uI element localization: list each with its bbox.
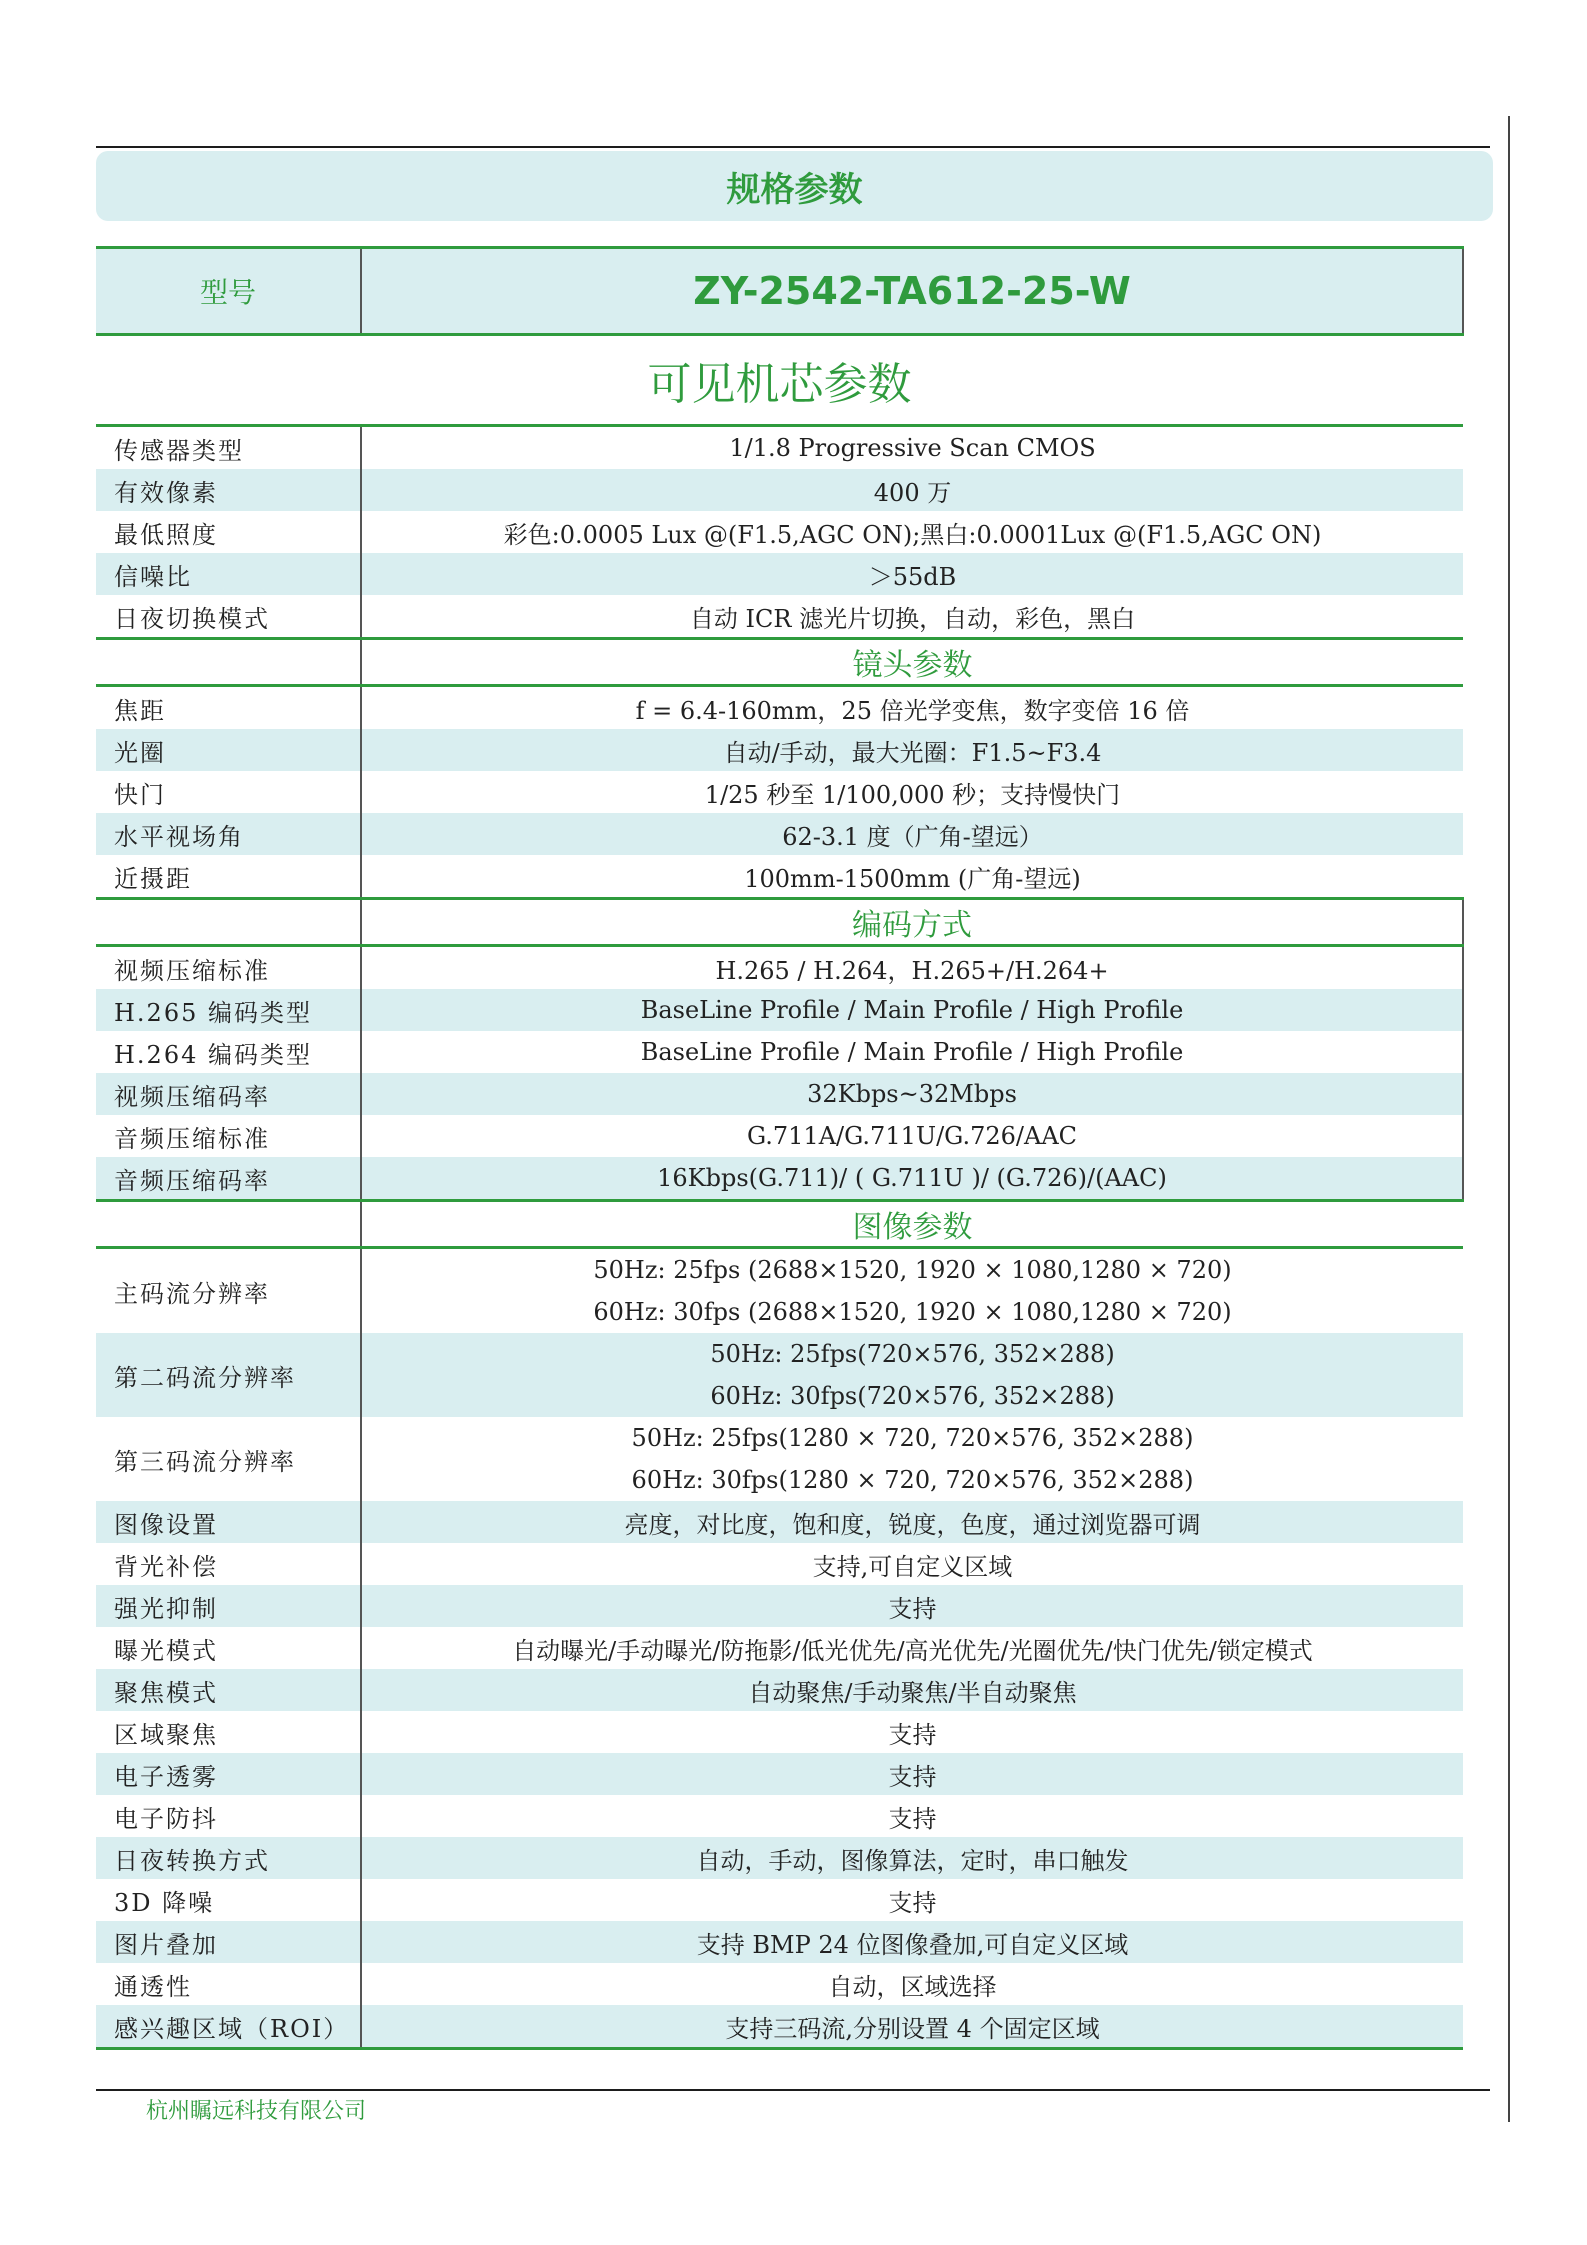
spec-row bbox=[96, 1795, 1463, 1837]
model-label: 型号 bbox=[96, 248, 361, 335]
title-banner bbox=[96, 151, 1493, 221]
section-header-row bbox=[96, 639, 1463, 686]
spec-value-line1: 50Hz: 25fps(720×576, 352×288) bbox=[710, 1340, 1115, 1368]
spec-label: 主码流分辨率 bbox=[96, 1248, 361, 1334]
spec-label: 视频压缩码率 bbox=[96, 1073, 361, 1115]
section-title: 可见机芯参数 bbox=[96, 335, 1463, 426]
spec-label: 图像设置 bbox=[96, 1501, 361, 1543]
spec-row bbox=[96, 426, 1463, 470]
spec-label: 图片叠加 bbox=[96, 1921, 361, 1963]
spec-row bbox=[96, 729, 1463, 771]
spec-value: G.711A/G.711U/G.726/AAC bbox=[361, 1115, 1463, 1157]
spec-label: 第二码流分辨率 bbox=[96, 1333, 361, 1417]
spec-row bbox=[96, 813, 1463, 855]
spec-value: 支持,可自定义区域 bbox=[812, 1552, 1013, 1581]
spec-label: 音频压缩标准 bbox=[96, 1115, 361, 1157]
spec-value: 100mm-1500mm (广角-望远) bbox=[744, 864, 1081, 893]
spec-row bbox=[96, 1333, 1463, 1417]
spec-value: 彩色:0.0005 Lux @(F1.5,AGC ON);黑白:0.0001Lux @(F1.5,AGC ON) bbox=[503, 520, 1322, 549]
spec-row bbox=[96, 771, 1463, 813]
spec-value bbox=[361, 1417, 1463, 1501]
section-blank-cell bbox=[96, 639, 361, 686]
section-header-row bbox=[96, 1201, 1463, 1248]
spec-value-line1: 50Hz: 25fps(1280 × 720, 720×576, 352×288) bbox=[631, 1424, 1194, 1452]
spec-value: 400 万 bbox=[361, 469, 1463, 511]
spec-value-line1: 50Hz: 25fps (2688×1520, 1920 × 1080,1280 × 720) bbox=[593, 1256, 1232, 1284]
spec-value: 支持 bbox=[888, 1888, 937, 1917]
spec-label: 感兴趣区域（ROI） bbox=[96, 2005, 361, 2049]
spec-label: 水平视场角 bbox=[96, 813, 361, 855]
spec-value: 62-3.1 度（广角-望远） bbox=[361, 813, 1463, 855]
spec-row bbox=[96, 1879, 1463, 1921]
spec-row bbox=[96, 1585, 1463, 1627]
spec-value: f = 6.4-160mm，25 倍光学变焦，数字变倍 16 倍 bbox=[635, 696, 1190, 725]
footer-company: 杭州瞩远科技有限公司 bbox=[146, 2099, 367, 2124]
spec-row bbox=[96, 511, 1463, 553]
spec-row bbox=[96, 686, 1463, 730]
spec-value: 自动，区域选择 bbox=[828, 1972, 997, 2001]
spec-label: 焦距 bbox=[96, 686, 361, 730]
model-value: ZY-2542-TA612-25-W bbox=[361, 248, 1463, 335]
spec-value: 1/25 秒至 1/100,000 秒；支持慢快门 bbox=[704, 780, 1121, 809]
spec-value: 自动 ICR 滤光片切换，自动，彩色，黑白 bbox=[689, 604, 1136, 633]
spec-table bbox=[96, 246, 1464, 2050]
spec-row bbox=[96, 1837, 1463, 1879]
spec-value: 支持三码流,分别设置 4 个固定区域 bbox=[361, 2005, 1463, 2049]
section-header-row bbox=[96, 899, 1463, 946]
spec-value: H.265 / H.264，H.265+/H.264+ bbox=[361, 946, 1463, 990]
spec-row bbox=[96, 2005, 1463, 2049]
spec-row bbox=[96, 1073, 1463, 1115]
spec-label: 背光补偿 bbox=[96, 1543, 361, 1585]
spec-label: H.265 编码类型 bbox=[96, 989, 361, 1031]
spec-label: 区域聚焦 bbox=[96, 1711, 361, 1753]
spec-row bbox=[96, 1627, 1463, 1669]
spec-row bbox=[96, 855, 1463, 899]
spec-label: 日夜转换方式 bbox=[96, 1837, 361, 1879]
spec-label: 强光抑制 bbox=[96, 1585, 361, 1627]
spec-label: 视频压缩标准 bbox=[96, 946, 361, 990]
spec-value: 1/1.8 Progressive Scan CMOS bbox=[729, 434, 1096, 462]
spec-value: 支持 bbox=[888, 1720, 937, 1749]
top-rule bbox=[96, 146, 1490, 148]
spec-label: 信噪比 bbox=[96, 553, 361, 595]
spec-label: 聚焦模式 bbox=[96, 1669, 361, 1711]
spec-label: 传感器类型 bbox=[96, 426, 361, 470]
spec-row bbox=[96, 1963, 1463, 2005]
spec-row bbox=[96, 1543, 1463, 1585]
spec-value-line2: 60Hz: 30fps(720×576, 352×288) bbox=[710, 1382, 1115, 1410]
spec-row bbox=[96, 1711, 1463, 1753]
spec-label: 有效像素 bbox=[96, 469, 361, 511]
section-title: 镜头参数 bbox=[361, 639, 1463, 686]
spec-label: 快门 bbox=[96, 771, 361, 813]
spec-label: 电子透雾 bbox=[96, 1753, 361, 1795]
spec-label: 第三码流分辨率 bbox=[96, 1417, 361, 1501]
spec-label: 3D 降噪 bbox=[96, 1879, 361, 1921]
spec-row bbox=[96, 1753, 1463, 1795]
bottom-rule bbox=[96, 2089, 1490, 2091]
spec-label: 曝光模式 bbox=[96, 1627, 361, 1669]
spec-value-line2: 60Hz: 30fps (2688×1520, 1920 × 1080,1280 × 720) bbox=[593, 1298, 1232, 1326]
right-margin-line bbox=[1508, 116, 1510, 2122]
spec-row bbox=[96, 989, 1463, 1031]
spec-value: BaseLine Profile / Main Profile / High Profile bbox=[361, 989, 1463, 1031]
spec-value bbox=[361, 1248, 1463, 1334]
section-blank-cell bbox=[96, 899, 361, 946]
spec-label: 日夜切换模式 bbox=[96, 595, 361, 639]
spec-row bbox=[96, 1031, 1463, 1073]
spec-row bbox=[96, 1501, 1463, 1543]
spec-value: 自动，手动，图像算法，定时，串口触发 bbox=[361, 1837, 1463, 1879]
spec-label: 光圈 bbox=[96, 729, 361, 771]
model-row bbox=[96, 248, 1463, 335]
spec-row bbox=[96, 1669, 1463, 1711]
spec-value: 自动聚焦/手动聚焦/半自动聚焦 bbox=[361, 1669, 1463, 1711]
spec-value: 支持 BMP 24 位图像叠加,可自定义区域 bbox=[361, 1921, 1463, 1963]
spec-value bbox=[361, 1333, 1463, 1417]
spec-label: 电子防抖 bbox=[96, 1795, 361, 1837]
spec-value: 支持 bbox=[361, 1753, 1463, 1795]
spec-row bbox=[96, 1921, 1463, 1963]
spec-row bbox=[96, 595, 1463, 639]
spec-value: 自动/手动，最大光圈：F1.5~F3.4 bbox=[361, 729, 1463, 771]
spec-label: 最低照度 bbox=[96, 511, 361, 553]
spec-value: 亮度，对比度，饱和度，锐度，色度，通过浏览器可调 bbox=[361, 1501, 1463, 1543]
spec-value-line2: 60Hz: 30fps(1280 × 720, 720×576, 352×288) bbox=[631, 1466, 1194, 1494]
spec-label: H.264 编码类型 bbox=[96, 1031, 361, 1073]
spec-label: 通透性 bbox=[96, 1963, 361, 2005]
page-title: 规格参数 bbox=[726, 169, 863, 210]
spec-row bbox=[96, 946, 1463, 990]
spec-label: 近摄距 bbox=[96, 855, 361, 899]
spec-value: 支持 bbox=[888, 1804, 937, 1833]
spec-value: 自动曝光/手动曝光/防拖影/低光优先/高光优先/光圈优先/快门优先/锁定模式 bbox=[512, 1636, 1313, 1665]
spec-row bbox=[96, 553, 1463, 595]
spec-row bbox=[96, 1115, 1463, 1157]
spec-value: 16Kbps(G.711)/ ( G.711U )/ (G.726)/(AAC) bbox=[361, 1157, 1463, 1201]
spec-row bbox=[96, 469, 1463, 511]
spec-label: 音频压缩码率 bbox=[96, 1157, 361, 1201]
spec-row bbox=[96, 1157, 1463, 1201]
spec-value: 32Kbps~32Mbps bbox=[361, 1073, 1463, 1115]
spec-value: 支持 bbox=[361, 1585, 1463, 1627]
spec-table-body bbox=[96, 248, 1463, 2049]
section-blank-cell bbox=[96, 1201, 361, 1248]
spec-value: BaseLine Profile / Main Profile / High Profile bbox=[361, 1031, 1463, 1073]
section-title: 编码方式 bbox=[361, 899, 1463, 946]
spec-value: ＞55dB bbox=[361, 553, 1463, 595]
spec-row bbox=[96, 1417, 1463, 1501]
section-title: 图像参数 bbox=[361, 1201, 1463, 1248]
spec-row bbox=[96, 1248, 1463, 1334]
section-header-row bbox=[96, 335, 1463, 426]
